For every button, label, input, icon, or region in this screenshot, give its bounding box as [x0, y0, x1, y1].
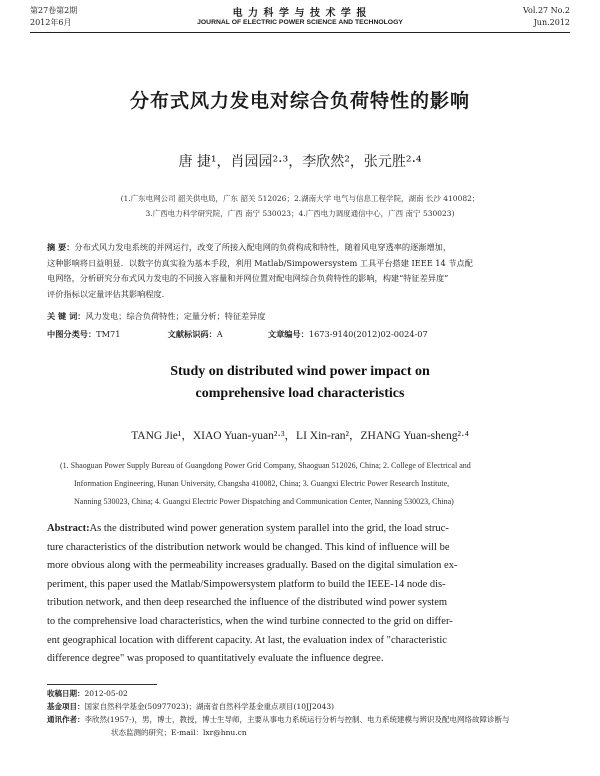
- article-id-value: 1673-9140(2012)02-0024-07: [308, 329, 428, 339]
- corresponding-author: 李欣然(1957-)，男，博士，教授，博士生导师，主要从事电力系统运行分析与控制、电力系统建模与辨识及配电网络故障诊断与: [84, 715, 510, 724]
- header-date: 2012年6月: [30, 18, 72, 27]
- affiliation-cn-line-2: 3.广西电力科学研究院，广西 南宁 530023；4.广西电力调度通信中心，广西 南宁 530023): [145, 209, 455, 218]
- abstract-cn: 摘 要：分布式风力发电系统的并网运行，改变了所接入配电网的负荷构成和特性，随着风电穿透率的逐渐增加， 这种影响将日益明显．以数字仿真实验为基本手段，利用 Matlab/Simpowersystem 工具平台搭建 IEEE 14 节点配 电网络，分析研究分布式风力发电的不同接入容量和并网位置对配电网综合负荷特性的影响，构建“特征差异度” 评价指标以定量评估其影响程度．: [47, 242, 473, 299]
- footnote-rule: [47, 684, 157, 685]
- affiliations-en: (1. Shaoguan Power Supply Bureau of Guangdong Power Grid Company, Shaoguan 512026, China; 2. College of Electrical and Information Engineering, Hunan University, Changsha 410082, China; 3. Guangxi Electric Power Research Institute, Nanning 530023, China; 4. Guangxi Electric Power Dispatching and Communication Center, Nanning 530023, China): [60, 461, 471, 506]
- fund-info: 国家自然科学基金(50977023)；湖南省自然科学基金重点项目(10JJ2043): [84, 702, 335, 711]
- header-volume-issue-en: Vol.27 No.2: [523, 6, 570, 15]
- paper-title-cn: 分布式风力发电对综合负荷特性的影响: [129, 90, 470, 112]
- abstract-en-label: Abstract:: [47, 523, 90, 534]
- abstract-cn-label: 摘 要：: [47, 242, 75, 252]
- clc-value: TM71: [96, 329, 121, 339]
- paper-title-en-line-2: comprehensive load characteristics: [195, 386, 405, 401]
- authors-en: TANG Jie¹，XIAO Yuan-yuan²·³，LI Xin-ran²，ZHANG Yuan-sheng²·⁴: [131, 430, 469, 442]
- header-volume-issue: 第27卷第2期: [30, 6, 78, 15]
- header-rule: [30, 32, 570, 33]
- doc-code-value: A: [216, 329, 223, 339]
- footnotes: 收稿日期：2012-05-02 基金项目：国家自然科学基金(50977023)；湖南省自然科学基金重点项目(10JJ2043) 通讯作者：李欣然(1957-)，男，博士，教授，博士生导师，主要从事电力系统运行分析与控制、电力系统建模与辨识及配电网络故障诊断与 状态监测的研究；E-mail：lxr@hnu.cn: [47, 689, 510, 737]
- authors-cn: 唐 捷¹，肖园园²·³，李欣然²，张元胜²·⁴: [178, 154, 422, 170]
- header-journal-title-en: JOURNAL OF ELECTRIC POWER SCIENCE AND TECHNOLOGY: [197, 19, 403, 26]
- classification-line: 中图分类号：TM71 文献标识码：A 文章编号：1673-9140(2012)02-0024-07: [47, 329, 428, 339]
- keywords-cn: 关 键 词：风力发电；综合负荷特性；定量分析；特征差异度: [47, 311, 266, 321]
- abstract-en: Abstract:As the distributed wind power generation system parallel into the grid, the load struc- ture characteristics of the distribution network would be changed. This kind of influence will be more obvious along with the permeability increases gradually. Based on the digital simulation ex- periment, this paper used the Matlab/Simpowersystem platform to build the IEEE-14 node dis- tribution network, and then deep researched the influence of the distributed wind power system to the comprehensive load characteristics, when the wind turbine connected to the grid on differ- ent geographical location with different capacity. At last, the evaluation index of "characteristic difference degree" was proposed to quantitatively evaluate the influence degree.: [47, 523, 458, 665]
- paper-title-en-line-1: Study on distributed wind power impact on: [170, 364, 430, 379]
- affiliation-cn-line-1: (1.广东电网公司 韶关供电局，广东 韶关 512026；2.湖南大学 电气与信息工程学院，湖南 长沙 410082；: [120, 194, 480, 203]
- header-journal-title-cn: 电 力 科 学 与 技 术 学 报: [232, 8, 368, 19]
- received-date: 2012-05-02: [84, 689, 128, 698]
- keywords-cn-label: 关 键 词：: [47, 311, 86, 321]
- header-date-en: Jun.2012: [533, 18, 570, 27]
